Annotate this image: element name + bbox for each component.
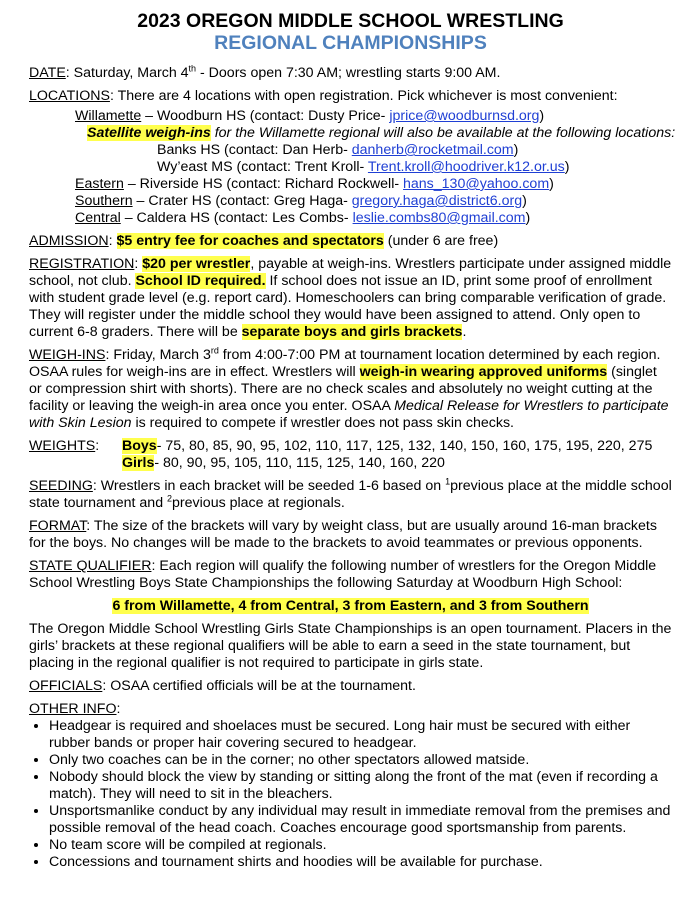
- willamette-text: – Woodburn HS (contact: Dusty Price-: [141, 108, 390, 124]
- girls-state-paragraph: The Oregon Middle School Wrestling Girls State Championships is an open tournament. Placers in the girls’ brackets at these regional qualifiers will be able to earn a seed in the state tournament, but placing in the regional qualifier is not required to participate in girls state.: [29, 621, 672, 671]
- southern-close: ): [522, 193, 527, 209]
- qualifier-counts: [29, 598, 672, 615]
- weighins-text-4: is required to compete if wrestler does not pass skin checks.: [131, 415, 514, 431]
- location-wyeast: [157, 159, 672, 176]
- school-id-highlight: School ID required.: [135, 273, 266, 289]
- girls-label: Girls: [122, 455, 155, 471]
- other-info-colon: :: [116, 701, 121, 717]
- admission-sep: :: [108, 233, 117, 249]
- format-text: : The size of the brackets will vary by weight class, but are usually around 16-man brackets for the boys. No changes will be made to the brackets to avoid teammates or previous opponents.: [29, 518, 657, 551]
- weights-label-cell: [29, 438, 122, 472]
- weights-label: WEIGHTS: [29, 438, 96, 454]
- other-info-list: [29, 718, 672, 871]
- weights-section: [29, 438, 672, 472]
- wyeast-email-link[interactable]: Trent.kroll@hoodriver.k12.or.us: [367, 159, 565, 175]
- officials-label: OFFICIALS: [29, 678, 103, 694]
- format-paragraph: [29, 518, 672, 552]
- seeding-label: SEEDING: [29, 478, 93, 494]
- location-southern: [75, 193, 672, 210]
- state-qualifier-paragraph: [29, 558, 672, 592]
- locations-list: [75, 108, 676, 227]
- admission-paragraph: [29, 233, 672, 250]
- eastern-email-link[interactable]: hans_130@yahoo.com: [403, 176, 550, 192]
- registration-label: REGISTRATION: [29, 256, 135, 272]
- seeding-sup-1: 1: [445, 476, 451, 487]
- girls-weights: [122, 455, 652, 472]
- location-eastern: [75, 176, 672, 193]
- admission-text: (under 6 are free): [383, 233, 499, 249]
- locations-label: LOCATIONS: [29, 88, 110, 104]
- wyeast-close: ): [564, 159, 570, 175]
- seeding-text-1: : Wrestlers in each bracket will be seeded 1-6 based on: [92, 478, 446, 494]
- admission-label: ADMISSION: [29, 233, 109, 249]
- banks-text: Banks HS (contact: Dan Herb-: [157, 142, 352, 158]
- seeding-sup-2: 2: [167, 493, 173, 504]
- list-item: • Unsportsmanlike conduct by any individual may result in immediate removal from the premises and possible removal of the head coach. Coaches encourage good sportsmanship from parents.: [49, 803, 672, 837]
- registration-fee-highlight: $20 per wrestler: [142, 256, 251, 272]
- other-info-label: OTHER INFO: [29, 701, 117, 717]
- weighins-text-1: : Friday, March 3: [105, 347, 211, 363]
- date-label: DATE: [29, 65, 66, 81]
- format-label: FORMAT: [29, 518, 87, 534]
- weights-colon: :: [95, 438, 100, 454]
- list-item: • Concessions and tournament shirts and hoodies will be available for purchase.: [49, 854, 672, 871]
- location-banks: [157, 142, 672, 159]
- central-name: Central: [75, 210, 121, 226]
- willamette-name: Willamette: [75, 108, 142, 124]
- list-item: • Headgear is required and shoelaces must be secured. Long hair must be secured with either rubber bands or proper hair covering secured to headgear.: [49, 718, 672, 752]
- willamette-close: ): [539, 108, 545, 124]
- date-text-2: - Doors open 7:30 AM; wrestling starts 9:00 AM.: [196, 65, 501, 81]
- locations-intro: : There are 4 locations with open registration. Pick whichever is most convenient:: [109, 88, 618, 104]
- brackets-highlight: separate boys and girls brackets: [241, 324, 463, 340]
- location-willamette: [75, 108, 672, 125]
- satellite-highlight: Satellite weigh-ins: [87, 125, 211, 141]
- list-item: • Only two coaches can be in the corner; no other spectators allowed matside.: [49, 752, 672, 769]
- officials-text: : OSAA certified officials will be at the tournament.: [102, 678, 416, 694]
- medical-release-text: Medical Release for Wrestlers to participate with Skin Lesion: [29, 398, 669, 431]
- central-email-link[interactable]: leslie.combs80@gmail.com: [352, 210, 526, 226]
- registration-text-2: If school does not issue an ID, print some proof of enrollment with student grade level (e.g. report card). Homeschoolers can bring comparable verification of grade. They will register under the middle school they would have been assigned to attend. Only open to current 6-8 graders. There will be: [29, 273, 667, 340]
- girls-weight-list: - 80, 90, 95, 105, 110, 115, 125, 140, 160, 220: [154, 455, 445, 471]
- banks-close: ): [513, 142, 519, 158]
- central-text: – Caldera HS (contact: Les Combs-: [120, 210, 353, 226]
- officials-paragraph: [29, 678, 672, 695]
- admission-highlight: $5 entry fee for coaches and spectators: [116, 233, 384, 249]
- seeding-text-2: previous place at the middle school state tournament and: [29, 478, 672, 511]
- eastern-name: Eastern: [75, 176, 124, 192]
- date-paragraph: [29, 65, 672, 82]
- list-item: • Nobody should block the view by standing or sitting along the front of the mat (even if recording a match). They will need to sit in the bleachers.: [49, 769, 672, 803]
- boys-label: Boys: [122, 438, 157, 454]
- registration-sep: :: [134, 256, 143, 272]
- weighins-sup: rd: [210, 345, 219, 356]
- weighins-text-2: from 4:00-7:00 PM at tournament location determined by each region. OSAA rules for weigh-ins are in effect. Wrestlers will: [29, 347, 661, 380]
- qualifier-counts-highlight: 6 from Willamette, 4 from Central, 3 from Eastern, and 3 from Southern: [112, 598, 589, 614]
- state-qualifier-label: STATE QUALIFIER: [29, 558, 152, 574]
- boys-weight-list: - 75, 80, 85, 90, 95, 102, 110, 117, 125, 132, 140, 150, 160, 175, 195, 220, 275: [156, 438, 653, 454]
- central-close: ): [525, 210, 531, 226]
- seeding-text-3: previous place at regionals.: [172, 495, 345, 511]
- state-qualifier-text: : Each region will qualify the following number of wrestlers for the Oregon Middle School Wrestling Boys State Championships the following Saturday at Woodburn High School:: [29, 558, 657, 591]
- title-line-1: 2023 OREGON MIDDLE SCHOOL WRESTLING: [137, 10, 564, 32]
- locations-paragraph: [29, 88, 672, 105]
- eastern-close: ): [549, 176, 554, 192]
- boys-weights: [122, 438, 652, 455]
- southern-text: – Crater HS (contact: Greg Haga-: [132, 193, 352, 209]
- southern-name: Southern: [75, 193, 133, 209]
- date-text: : Saturday, March 4: [65, 65, 189, 81]
- eastern-text: – Riverside HS (contact: Richard Rockwell-: [123, 176, 404, 192]
- uniform-highlight: weigh-in wearing approved uniforms: [359, 364, 608, 380]
- weights-values: [122, 438, 652, 472]
- registration-paragraph: [29, 256, 672, 341]
- weighins-label: WEIGH-INS: [29, 347, 106, 363]
- registration-text-3: .: [462, 324, 467, 340]
- satellite-weighins: [87, 125, 676, 142]
- wyeast-text: Wy’east MS (contact: Trent Kroll-: [157, 159, 368, 175]
- satellite-text: for the Willamette regional will also be available at the following locations:: [210, 125, 676, 141]
- title-line-2: REGIONAL CHAMPIONSHIPS: [214, 32, 487, 54]
- weighins-text-3: (singlet or compression shirt with shorts). There are no check scales and absolutely no weight cutting at the facility or leaving the weigh-in area once you enter. OSAA: [29, 364, 657, 414]
- date-sup: th: [188, 63, 197, 74]
- willamette-email-link[interactable]: jprice@woodburnsd.org: [389, 108, 540, 124]
- seeding-paragraph: [29, 478, 672, 512]
- southern-email-link[interactable]: gregory.haga@district6.org: [351, 193, 523, 209]
- weighins-paragraph: [29, 347, 672, 432]
- registration-text-1: , payable at weigh-ins. Wrestlers participate under assigned middle school, not club.: [29, 256, 672, 289]
- other-info-heading: [29, 701, 672, 718]
- location-central: [75, 210, 672, 227]
- banks-email-link[interactable]: danherb@rocketmail.com: [351, 142, 514, 158]
- list-item: • No team score will be compiled at regionals.: [49, 837, 672, 854]
